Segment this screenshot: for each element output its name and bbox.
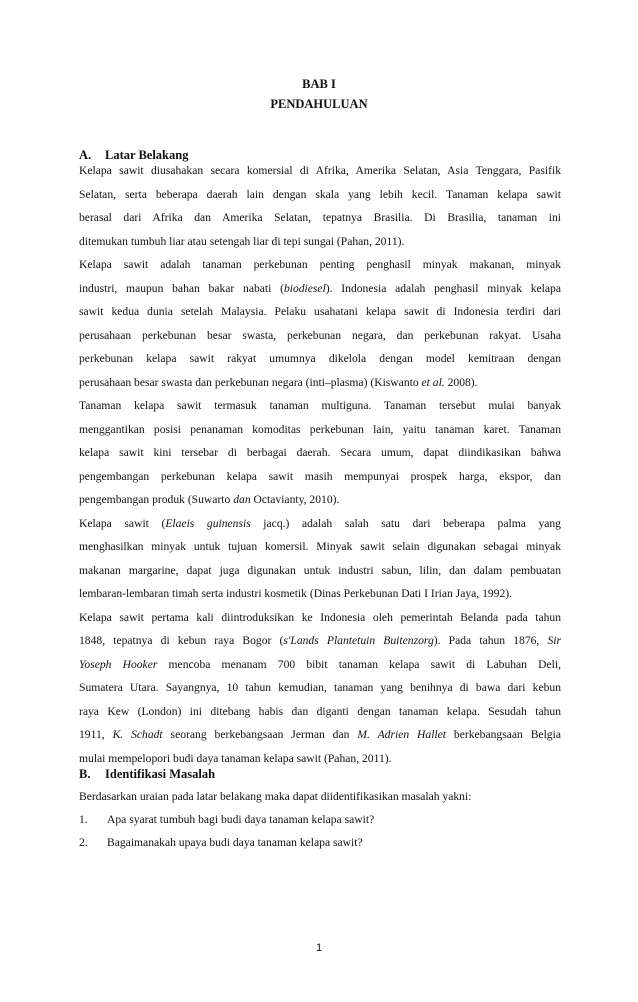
paragraph-line: perkebunan kelapa sawit rakyat umumnya dikelola dengan model kemitraan dengan (79, 352, 561, 365)
paragraph-line: industri, maupun bahan bakar nabati (biodiesel). Indonesia adalah penghasil minyak kelapa (79, 281, 561, 295)
section-b-title: Identifikasi Masalah (105, 767, 216, 781)
paragraph-line: menggantikan posisi penanaman komoditas perkebunan lain, yaitu tanaman karet. Tanaman (79, 422, 561, 436)
paragraph-line: menghasilkan minyak untuk tujuan komersil. Minyak sawit selain digunakan sebagai minyak (79, 540, 561, 553)
paragraph-line: Kelapa sawit (Elaeis guinensis jacq.) adalah salah satu dari beberapa palma yang (79, 516, 561, 530)
paragraph-line: Kelapa sawit diusahakan secara komersial di Afrika, Amerika Selatan, Asia Tenggara, Pasifik (79, 164, 561, 177)
paragraph-line: lembaran-lembaran timah serta industri kosmetik (Dinas Perkebunan Dati I Irian Jaya, 1992). (79, 587, 513, 600)
paragraph-line: Tanaman kelapa sawit termasuk tanaman multiguna. Tanaman tersebut mulai banyak (79, 399, 561, 412)
paragraph-line: ditemukan tumbuh liar atau setengah liar di tepi sungai (Pahan, 2011). (79, 234, 405, 248)
paragraph-line: pengembangan perkebunan kelapa sawit masih mempunyai prospek harga, ekspor, dan (79, 469, 561, 483)
paragraph-line: perusahaan besar swasta dan perkebunan negara (inti–plasma) (Kiswanto et al. 2008). (79, 375, 478, 389)
paragraph-line: raya Kew (London) ini ditebang habis dan diganti dengan tanaman kelapa. Sesudah tahun (79, 704, 561, 718)
paragraph-line: berasal dari Afrika dan Amerika Selatan, tepatnya Brasilia. Di Brasilia, tanaman ini (79, 211, 561, 224)
paragraph-line: Kelapa sawit pertama kali diintroduksikan ke Indonesia oleh pemerintah Belanda pada tahun (79, 610, 561, 624)
paragraph-line: kelapa sawit kini tersebar di berbagai daerah. Secara umum, dapat diindikasikan bahwa (79, 446, 561, 459)
chapter-title: BAB I (302, 77, 336, 91)
paragraph-line: Kelapa sawit adalah tanaman perkebunan penting penghasil minyak makanan, minyak (79, 258, 561, 271)
section-a-heading (79, 148, 188, 163)
section-a-title: Latar Belakang (105, 148, 189, 162)
section-b-heading (79, 767, 215, 782)
paragraph-line: pengembangan produk (Suwarto dan Octavianty, 2010). (79, 493, 340, 506)
question-item (79, 812, 374, 828)
paragraph-line: perusahaan perkebunan besar swasta, perkebunan negara, dan perkebunan rakyat. Usaha (79, 328, 561, 342)
section-a-letter: A. (79, 148, 92, 162)
question-number: 2. (79, 836, 88, 849)
section-b-letter: B. (79, 767, 91, 781)
section-b-intro: Berdasarkan uraian pada latar belakang maka dapat diidentifikasikan masalah yakni: (79, 790, 472, 803)
paragraph-line: sawit kedua dunia setelah Malaysia. Pelaku usahatani kelapa sawit di Indonesia terdiri dari (79, 305, 561, 318)
chapter-subtitle: PENDAHULUAN (270, 97, 368, 111)
paragraph-line: 1848, tepatnya di kebun raya Bogor (s'Lands Plantetuin Buitenzorg). Pada tahun 1876, Sir (79, 634, 562, 647)
paragraph-line: Sumatera Utara. Sayangnya, 10 tahun kemudian, tanaman yang benihnya di bawa dari kebun (79, 681, 561, 694)
paragraph-line: mulai mempelopori budi daya tanaman kelapa sawit (Pahan, 2011). (79, 751, 392, 765)
paragraph-line: Yoseph Hooker mencoba menanam 700 bibit tanaman kelapa sawit di Labuhan Deli, (79, 657, 561, 671)
page-number: 1 (315, 942, 323, 954)
question-item (79, 835, 363, 851)
question-number: 1. (79, 813, 88, 826)
paragraph-line: makanan margarine, dapat juga digunakan untuk industri sabun, lilin, dan dalam pembuatan (79, 563, 561, 577)
question-text: Apa syarat tumbuh bagi budi daya tanaman kelapa sawit? (107, 813, 375, 826)
paragraph-line: 1911, K. Schadt seorang berkebangsaan Jerman dan M. Adrien Hallet berkebangsaan Belgia (79, 728, 561, 741)
paragraph-line: Selatan, serta beberapa daerah lain dengan skala yang lebih kecil. Tanaman kelapa sawit (79, 187, 561, 201)
question-text: Bagaimanakah upaya budi daya tanaman kelapa sawit? (107, 836, 363, 849)
